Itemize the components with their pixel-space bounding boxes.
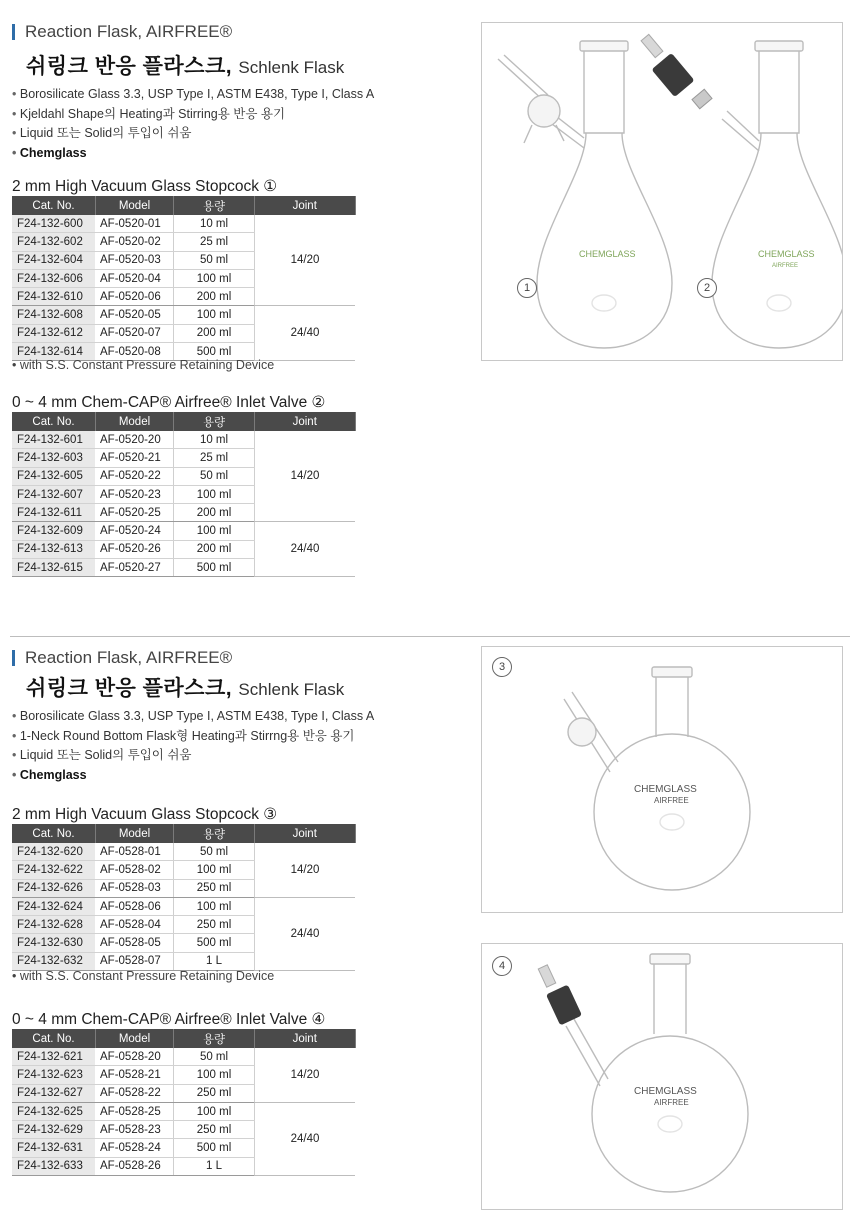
cell-cap: 200 ml [174, 540, 255, 558]
cell-cat: F24-132-614 [12, 343, 96, 361]
accent-bar [12, 650, 15, 666]
feature-item: • Borosilicate Glass 3.3, USP Type I, ASTM E438, Type I, Class A [12, 707, 374, 727]
cell-joint: 14/20 [255, 215, 356, 306]
cell-model: AF-0520-21 [96, 449, 174, 467]
table-header-row [12, 1029, 355, 1048]
cell-cap: 10 ml [174, 215, 255, 233]
cell-model: AF-0528-07 [96, 952, 174, 970]
cell-cat: F24-132-615 [12, 559, 96, 577]
cell-cat: F24-132-600 [12, 215, 96, 233]
cell-model: AF-0528-05 [96, 934, 174, 952]
cell-cat: F24-132-611 [12, 504, 96, 522]
section-title-ko: 쉬링크 반응 플라스크, Schlenk Flask [26, 55, 345, 78]
spec-table [12, 412, 356, 577]
image-number: 3 [492, 657, 512, 677]
section-title-en: Reaction Flask, AIRFREE® [12, 648, 232, 668]
cell-model: AF-0520-04 [96, 269, 174, 287]
cell-cat: F24-132-604 [12, 251, 96, 269]
cell-cap: 50 ml [174, 467, 255, 485]
cell-cat: F24-132-631 [12, 1139, 96, 1157]
cell-cat: F24-132-633 [12, 1157, 96, 1175]
cell-cap: 50 ml [174, 843, 255, 861]
cell-cap: 10 ml [174, 431, 255, 449]
cell-model: AF-0520-27 [96, 559, 174, 577]
section-title-ko: 쉬링크 반응 플라스크, Schlenk Flask [26, 677, 345, 700]
cell-model: AF-0528-24 [96, 1139, 174, 1157]
column-header-capacity: 용량 [174, 1029, 255, 1048]
section-2 [0, 636, 860, 1221]
column-header-capacity: 용량 [174, 824, 255, 843]
cell-model: AF-0520-01 [96, 215, 174, 233]
column-header-model: Model [96, 1029, 174, 1048]
cell-cat: F24-132-628 [12, 916, 96, 934]
kjeldahl-flask-image [482, 23, 842, 360]
image-number: 1 [517, 278, 537, 298]
inlet-valve-icon [641, 34, 712, 108]
cell-cat: F24-132-612 [12, 324, 96, 342]
cell-cap: 500 ml [174, 1139, 255, 1157]
table-note: • with S.S. Constant Pressure Retaining Device [12, 358, 274, 372]
cell-cap: 200 ml [174, 288, 255, 306]
table-row [12, 1048, 355, 1066]
cell-model: AF-0520-25 [96, 504, 174, 522]
cell-cap: 25 ml [174, 233, 255, 251]
feature-item: • Kjeldahl Shape의 Heating과 Stirring용 반응 용기 [12, 105, 374, 125]
cell-cat: F24-132-626 [12, 879, 96, 897]
table-row [12, 215, 355, 233]
table-row [12, 843, 355, 861]
feature-item: • Chemglass [12, 766, 374, 786]
spec-table [12, 196, 356, 361]
cell-cat: F24-132-630 [12, 934, 96, 952]
cell-model: AF-0528-26 [96, 1157, 174, 1175]
inlet-valve-icon [538, 965, 582, 1026]
accent-bar [12, 24, 15, 40]
product-image-box [481, 646, 843, 913]
cell-model: AF-0520-05 [96, 306, 174, 324]
cell-model: AF-0528-02 [96, 861, 174, 879]
cell-cat: F24-132-609 [12, 522, 96, 540]
cell-cap: 500 ml [174, 559, 255, 577]
cell-cap: 500 ml [174, 343, 255, 361]
column-header-capacity: 용량 [174, 196, 255, 215]
cell-cat: F24-132-606 [12, 269, 96, 287]
column-header-joint: Joint [255, 412, 356, 431]
cell-model: AF-0528-25 [96, 1102, 174, 1120]
table-title: 2 mm High Vacuum Glass Stopcock ① [12, 178, 278, 195]
cell-cap: 1 L [174, 1157, 255, 1175]
cell-cap: 1 L [174, 952, 255, 970]
feature-item: • Liquid 또는 Solid의 투입이 쉬움 [12, 124, 374, 144]
cell-cat: F24-132-601 [12, 431, 96, 449]
cell-model: AF-0528-21 [96, 1066, 174, 1084]
cell-cat: F24-132-607 [12, 485, 96, 503]
cell-model: AF-0520-23 [96, 485, 174, 503]
table-row [12, 1102, 355, 1120]
image-number: 2 [697, 278, 717, 298]
logo-subtext: AIRFREE [654, 796, 689, 805]
logo-text: CHEMGLASS [634, 1086, 697, 1097]
logo-text: CHEMGLASS [634, 784, 697, 795]
cell-cat: F24-132-622 [12, 861, 96, 879]
logo-text: CHEMGLASS [579, 249, 636, 259]
column-header-cat: Cat. No. [12, 196, 96, 215]
cell-cap: 250 ml [174, 1084, 255, 1102]
cell-model: AF-0528-22 [96, 1084, 174, 1102]
cell-model: AF-0520-26 [96, 540, 174, 558]
cell-cat: F24-132-608 [12, 306, 96, 324]
feature-list [12, 85, 374, 163]
cell-model: AF-0520-03 [96, 251, 174, 269]
cell-model: AF-0520-06 [96, 288, 174, 306]
cell-model: AF-0520-22 [96, 467, 174, 485]
cell-cat: F24-132-627 [12, 1084, 96, 1102]
cell-cat: F24-132-620 [12, 843, 96, 861]
round-bottom-flask-valve-image [482, 944, 842, 1209]
table-header-row [12, 196, 355, 215]
cell-cap: 200 ml [174, 504, 255, 522]
feature-item: • Liquid 또는 Solid의 투입이 쉬움 [12, 746, 374, 766]
column-header-model: Model [96, 196, 174, 215]
section-title-en: Reaction Flask, AIRFREE® [12, 22, 232, 42]
cell-cap: 100 ml [174, 1066, 255, 1084]
cell-model: AF-0528-20 [96, 1048, 174, 1066]
cell-cat: F24-132-613 [12, 540, 96, 558]
cell-joint: 24/40 [255, 897, 356, 970]
column-header-cat: Cat. No. [12, 824, 96, 843]
table-header-row [12, 824, 355, 843]
cell-joint: 14/20 [255, 1048, 356, 1102]
table-title: 2 mm High Vacuum Glass Stopcock ③ [12, 806, 278, 823]
cell-cap: 100 ml [174, 485, 255, 503]
cell-cat: F24-132-632 [12, 952, 96, 970]
cell-cat: F24-132-621 [12, 1048, 96, 1066]
column-header-joint: Joint [255, 824, 356, 843]
feature-item: • Chemglass [12, 144, 374, 164]
column-header-model: Model [96, 824, 174, 843]
cell-cat: F24-132-605 [12, 467, 96, 485]
product-image-box [481, 943, 843, 1210]
cell-cap: 250 ml [174, 916, 255, 934]
spec-table [12, 824, 356, 971]
cell-joint: 24/40 [255, 1102, 356, 1175]
table-title: 0 ~ 4 mm Chem-CAP® Airfree® Inlet Valve ② [12, 394, 326, 411]
column-header-cat: Cat. No. [12, 1029, 96, 1048]
cell-model: AF-0528-03 [96, 879, 174, 897]
cell-cat: F24-132-610 [12, 288, 96, 306]
column-header-cat: Cat. No. [12, 412, 96, 431]
cell-joint: 24/40 [255, 522, 356, 577]
cell-model: AF-0528-23 [96, 1121, 174, 1139]
cell-cap: 250 ml [174, 879, 255, 897]
cell-cap: 100 ml [174, 269, 255, 287]
cell-cap: 100 ml [174, 1102, 255, 1120]
table-row [12, 431, 355, 449]
table-title: 0 ~ 4 mm Chem-CAP® Airfree® Inlet Valve ④ [12, 1011, 326, 1028]
cell-cap: 100 ml [174, 306, 255, 324]
cell-cap: 100 ml [174, 861, 255, 879]
cell-cat: F24-132-623 [12, 1066, 96, 1084]
cell-cap: 250 ml [174, 1121, 255, 1139]
column-header-joint: Joint [255, 196, 356, 215]
logo-text: CHEMGLASS [758, 249, 815, 259]
cell-model: AF-0528-01 [96, 843, 174, 861]
table-note: • with S.S. Constant Pressure Retaining Device [12, 969, 274, 983]
cell-cap: 100 ml [174, 897, 255, 915]
cell-cap: 500 ml [174, 934, 255, 952]
table-row [12, 522, 355, 540]
logo-subtext: AIRFREE [654, 1098, 689, 1107]
cell-model: AF-0520-08 [96, 343, 174, 361]
cell-joint: 14/20 [255, 431, 356, 522]
table-row [12, 897, 355, 915]
cell-cap: 25 ml [174, 449, 255, 467]
cell-cat: F24-132-625 [12, 1102, 96, 1120]
cell-model: AF-0528-06 [96, 897, 174, 915]
cell-cap: 200 ml [174, 324, 255, 342]
column-header-joint: Joint [255, 1029, 356, 1048]
table-row [12, 306, 355, 324]
cell-joint: 24/40 [255, 306, 356, 361]
logo-subtext: AIRFREE [772, 263, 799, 269]
cell-cap: 100 ml [174, 522, 255, 540]
cell-joint: 14/20 [255, 843, 356, 897]
cell-model: AF-0520-20 [96, 431, 174, 449]
cell-model: AF-0520-07 [96, 324, 174, 342]
image-number: 4 [492, 956, 512, 976]
feature-list [12, 707, 374, 785]
feature-item: • 1-Neck Round Bottom Flask형 Heating과 Stirrng용 반응 용기 [12, 727, 374, 747]
product-image-box [481, 22, 843, 361]
cell-model: AF-0520-24 [96, 522, 174, 540]
cell-cap: 50 ml [174, 251, 255, 269]
table-header-row [12, 412, 355, 431]
cell-cat: F24-132-624 [12, 897, 96, 915]
spec-table [12, 1029, 356, 1176]
column-header-model: Model [96, 412, 174, 431]
cell-cat: F24-132-629 [12, 1121, 96, 1139]
cell-model: AF-0528-04 [96, 916, 174, 934]
column-header-capacity: 용량 [174, 412, 255, 431]
cell-cap: 50 ml [174, 1048, 255, 1066]
cell-model: AF-0520-02 [96, 233, 174, 251]
cell-cat: F24-132-602 [12, 233, 96, 251]
cell-cat: F24-132-603 [12, 449, 96, 467]
round-bottom-flask-image [482, 647, 842, 912]
feature-item: • Borosilicate Glass 3.3, USP Type I, ASTM E438, Type I, Class A [12, 85, 374, 105]
